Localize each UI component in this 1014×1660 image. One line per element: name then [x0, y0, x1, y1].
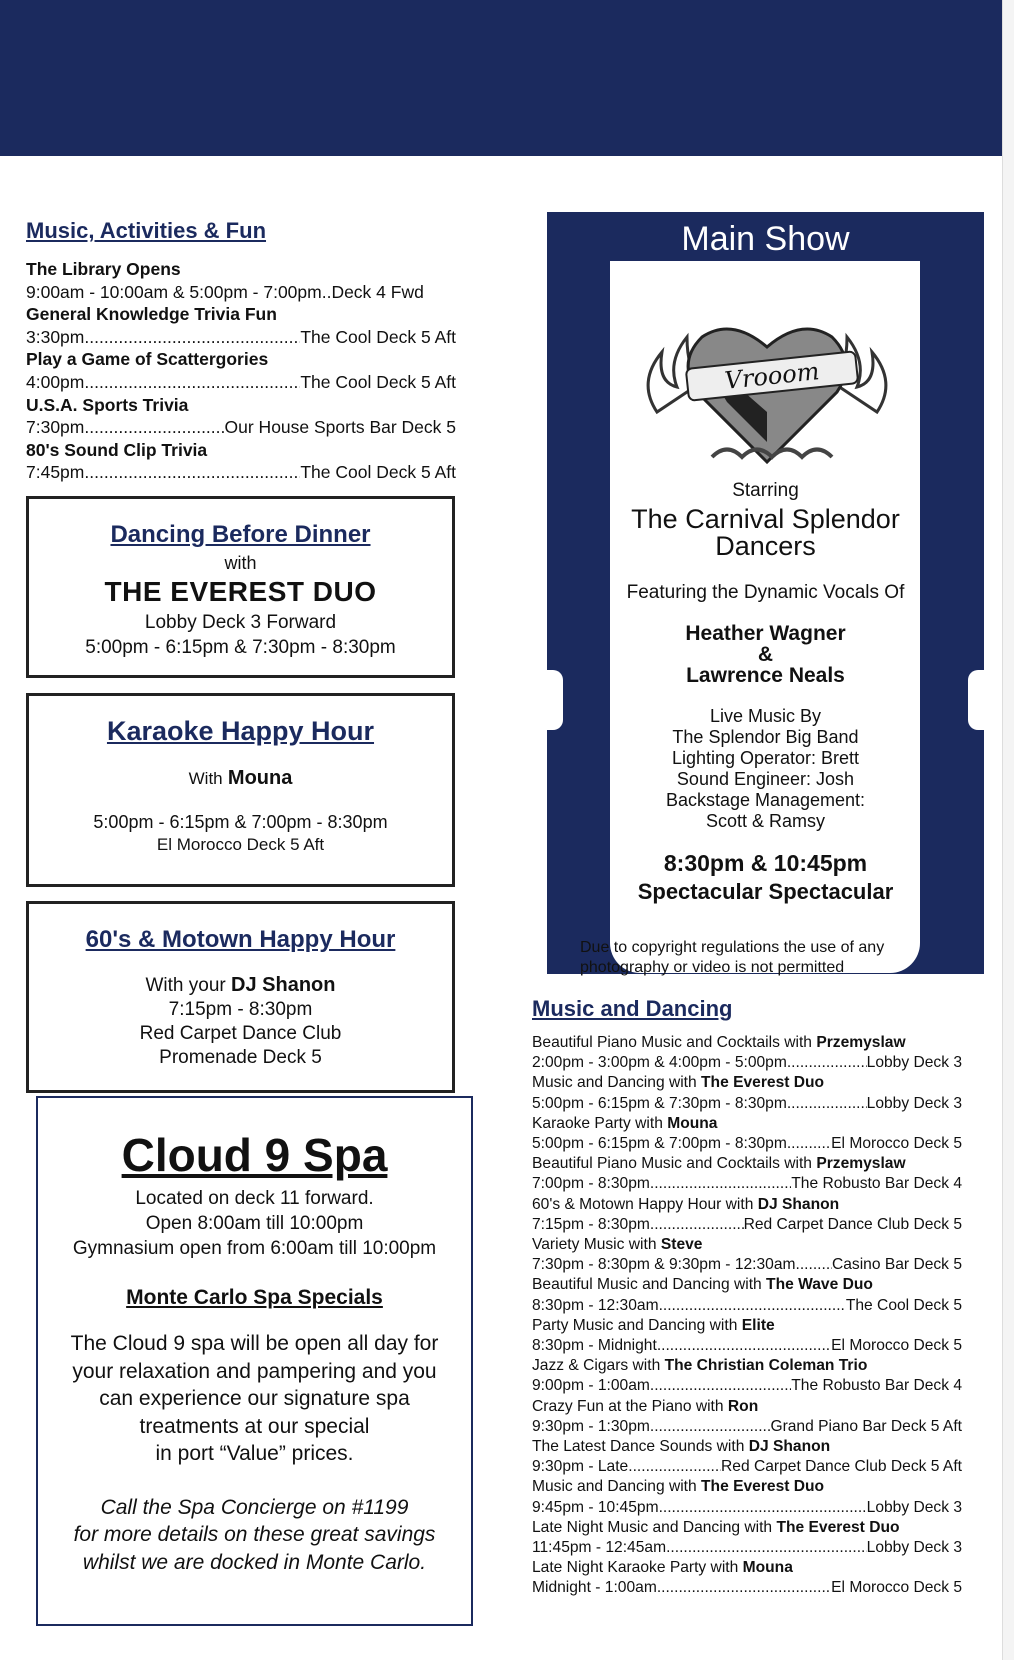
featuring-label: Featuring the Dynamic Vocals Of — [626, 582, 905, 603]
music-entry-location: Lobby Deck 3 — [866, 1498, 962, 1516]
music-entry-location: The Robusto Bar Deck 4 — [791, 1175, 962, 1193]
activity-time-row — [26, 281, 456, 304]
spa-specials-line: your relaxation and pampering and you — [72, 1359, 437, 1383]
credit-line: Lighting Operator: Brett — [671, 748, 860, 768]
copyright-note: Due to copyright regulations the use of any photography or video is not permitted — [580, 939, 885, 976]
spa-line: Located on deck 11 forward. — [135, 1188, 374, 1209]
music-entry-location: Lobby Deck 3 — [866, 1094, 962, 1112]
music-entry-desc — [532, 1073, 962, 1093]
activity-name: U.S.A. Sports Trivia — [26, 394, 189, 415]
music-entry-time-row — [532, 1578, 962, 1598]
spa-line: Open 8:00am till 10:00pm — [145, 1213, 364, 1234]
music-entry-desc-text: 60's & Motown Happy Hour with — [532, 1195, 754, 1213]
music-entry-performer: The Christian Coleman Trio — [664, 1357, 868, 1375]
music-entry-desc — [532, 1518, 962, 1538]
music-entry-desc — [532, 1033, 962, 1053]
leader-dots — [84, 461, 300, 484]
music-entry-time-row — [532, 1174, 962, 1194]
music-entry-performer: Przemyslaw — [816, 1155, 906, 1173]
music-entry-time-row — [532, 1538, 962, 1558]
dancing-before-dinner-box — [26, 496, 455, 678]
singer-amp: & — [757, 643, 774, 666]
vrooom-heart-logo — [617, 292, 917, 482]
box-title: Karaoke Happy Hour — [106, 716, 375, 746]
activity-location: The Cool Deck 5 Aft — [300, 462, 456, 483]
music-entry-location: The Robusto Bar Deck 4 — [791, 1377, 962, 1395]
music-entry-performer: Mouna — [742, 1559, 793, 1577]
music-entry-location: The Cool Deck 5 — [845, 1296, 962, 1314]
leader-dots — [650, 1174, 791, 1194]
music-entry-desc-text: Crazy Fun at the Piano with — [532, 1397, 724, 1415]
show-times: 8:30pm & 10:45pm — [663, 850, 868, 876]
activities-list — [26, 258, 456, 484]
spa-specials-line: can experience our signature spa — [99, 1387, 410, 1410]
activity-time-row — [26, 461, 456, 484]
box-venue: Red Carpet Dance Club — [139, 1023, 342, 1044]
leader-dots — [804, 1255, 832, 1275]
activities-title: Music, Activities & Fun — [26, 218, 267, 243]
activity-location: The Cool Deck 5 Aft — [300, 371, 456, 392]
music-entry-desc-text: Beautiful Music and Dancing with — [532, 1276, 762, 1294]
music-entry-location: Lobby Deck 3 — [866, 1539, 962, 1557]
activity-name: Play a Game of Scattergories — [26, 349, 269, 370]
activity-time: 9:00am - 10:00am & 5:00pm - 7:00pm..Deck 4 Fwd — [26, 281, 424, 302]
activity-location: Our House Sports Bar Deck 5 — [224, 417, 456, 438]
music-entry-desc-text: Beautiful Piano Music and Cocktails with — [532, 1155, 812, 1173]
music-entry-location: El Morocco Deck 5 — [831, 1337, 962, 1355]
activity-name: The Library Opens — [26, 259, 181, 279]
music-entry-desc-text: Party Music and Dancing with — [532, 1316, 738, 1334]
music-entry-performer: Mouna — [667, 1114, 718, 1132]
logo-banner-text: Vrooom — [723, 357, 821, 395]
music-entry-time: 9:30pm - Late — [532, 1458, 629, 1476]
activity-time: 7:30pm — [26, 417, 85, 438]
box-with-line — [29, 767, 452, 790]
music-entry-location: El Morocco Deck 5 — [831, 1135, 962, 1153]
music-entry-time: 7:15pm - 8:30pm — [532, 1215, 650, 1233]
music-entry-desc — [532, 1316, 962, 1336]
spa-specials-line: The Cloud 9 spa will be open all day for — [70, 1332, 439, 1355]
music-entry-time-row — [532, 1215, 962, 1235]
music-entry-desc-text: Music and Dancing with — [532, 1478, 697, 1496]
activity-time: 4:00pm — [26, 371, 85, 392]
spa-specials-title: Monte Carlo Spa Specials — [126, 1286, 383, 1309]
leader-dots — [657, 1336, 831, 1356]
music-entry-desc — [532, 1195, 962, 1215]
music-entry-desc — [532, 1154, 962, 1174]
leader-dots — [628, 1457, 721, 1477]
box-host: DJ Shanon — [231, 974, 336, 996]
leader-dots — [650, 1215, 744, 1235]
music-entry-time: 8:30pm - Midnight — [532, 1337, 657, 1355]
leader-dots — [84, 326, 300, 349]
music-entry-desc — [532, 1437, 962, 1457]
music-entry-performer: The Everest Duo — [776, 1518, 900, 1536]
leader-dots — [787, 1053, 867, 1073]
music-entry-time-row — [532, 1498, 962, 1518]
music-entry-time-row — [532, 1376, 962, 1396]
music-entry-time: 5:00pm - 6:15pm & 7:00pm - 8:30pm — [532, 1135, 787, 1153]
credit-line: Backstage Management: — [665, 790, 866, 810]
music-entry-time: 9:30pm - 1:30pm — [532, 1417, 650, 1435]
leader-dots — [650, 1417, 771, 1437]
cloud9-spa-box — [36, 1096, 473, 1626]
leader-dots — [84, 371, 300, 394]
box-with: With your — [145, 975, 226, 996]
spa-line: Gymnasium open from 6:00am till 10:00pm — [72, 1238, 437, 1259]
singer-name: Heather Wagner — [685, 622, 846, 645]
music-entry-desc — [532, 1477, 962, 1497]
box-host: Mouna — [227, 767, 293, 789]
music-entry-time: 9:45pm - 10:45pm — [532, 1498, 659, 1516]
music-entry-desc — [532, 1397, 962, 1417]
music-entry-desc-text: Beautiful Piano Music and Cocktails with — [532, 1034, 812, 1051]
box-location: Lobby Deck 3 Forward — [144, 612, 337, 633]
music-entry-time: 9:00pm - 1:00am — [532, 1377, 650, 1395]
singer-name: Lawrence Neals — [686, 664, 845, 687]
show-name-line: The Carnival Splendor — [631, 504, 900, 534]
activity-time-row — [26, 326, 456, 349]
leader-dots — [84, 416, 224, 439]
box-title: Dancing Before Dinner — [110, 521, 371, 548]
leader-dots — [787, 1134, 831, 1154]
music-entry-time: 11:45pm - 12:45am — [532, 1539, 667, 1557]
activity-time: 3:30pm — [26, 326, 85, 347]
leader-dots — [666, 1538, 867, 1558]
karaoke-happy-hour-box — [26, 693, 455, 887]
music-entry-desc-text: Music and Dancing with — [532, 1074, 697, 1092]
activity-name: General Knowledge Trivia Fun — [26, 304, 277, 325]
music-entry-desc-text: Jazz & Cigars with — [532, 1357, 661, 1375]
music-entry-desc-text: Karaoke Party with — [532, 1114, 663, 1132]
music-dancing-list — [532, 1033, 962, 1599]
leader-dots — [650, 1376, 791, 1396]
music-entry-desc-text: Variety Music with — [532, 1236, 657, 1254]
music-entry-performer: The Everest Duo — [701, 1478, 825, 1496]
music-entry-time-row — [532, 1255, 962, 1275]
box-times: 7:15pm - 8:30pm — [168, 999, 313, 1020]
music-entry-desc — [532, 1235, 962, 1255]
music-entry-time: 2:00pm - 3:00pm & 4:00pm - 5:00pm — [532, 1054, 787, 1072]
music-entry-time: 7:30pm - 8:30pm & 9:30pm - 12:30am.. — [532, 1256, 805, 1274]
music-entry-time-row — [532, 1094, 962, 1114]
motown-happy-hour-box — [26, 901, 455, 1093]
box-act: THE EVEREST DUO — [104, 576, 377, 607]
music-entry-location: El Morocco Deck 5 — [831, 1579, 962, 1597]
box-times: 5:00pm - 6:15pm & 7:30pm - 8:30pm — [85, 637, 396, 658]
music-entry-location: Red Carpet Dance Club Deck 5 Aft — [721, 1458, 962, 1476]
music-entry-desc-text: The Latest Dance Sounds with — [532, 1438, 745, 1456]
music-entry-performer: DJ Shanon — [757, 1195, 840, 1213]
music-entry-desc-text: Late Night Music and Dancing with — [532, 1518, 773, 1536]
box-location: Promenade Deck 5 — [159, 1047, 322, 1068]
credit-line: Sound Engineer: Josh — [676, 769, 855, 789]
leader-dots — [657, 1578, 831, 1598]
starring-label: Starring — [732, 480, 799, 501]
activity-time: 7:45pm — [26, 462, 85, 483]
music-entry-time-row — [532, 1296, 962, 1316]
credit-line: Live Music By — [709, 706, 822, 726]
spa-specials-line: treatments at our special — [139, 1414, 370, 1438]
box-with: With — [188, 769, 223, 788]
header-banner — [0, 0, 1002, 156]
music-entry-performer: Elite — [741, 1316, 775, 1334]
show-name-line: Dancers — [715, 531, 816, 561]
music-entry-location: Red Carpet Dance Club Deck 5 — [743, 1215, 962, 1233]
music-entry-location: Grand Piano Bar Deck 5 Aft — [770, 1417, 962, 1435]
page-edge — [1002, 0, 1014, 1660]
activity-time-row — [26, 416, 456, 439]
spa-specials-text — [38, 1330, 471, 1468]
show-tagline: Spectacular Spectacular — [637, 879, 894, 904]
music-entry-location: Casino Bar Deck 5 — [831, 1256, 962, 1274]
leader-dots — [659, 1296, 846, 1316]
credit-line: Scott & Ramsy — [705, 811, 826, 831]
spa-call-line: for more details on these great savings — [73, 1523, 436, 1546]
credit-line: The Splendor Big Band — [672, 727, 859, 747]
spa-call-line: whilst we are docked in Monte Carlo. — [82, 1550, 427, 1574]
leader-dots — [659, 1498, 867, 1518]
box-with: with — [224, 553, 257, 573]
music-entry-desc — [532, 1114, 962, 1134]
spa-call-line: Call the Spa Concierge on #1199 — [100, 1495, 409, 1519]
leader-dots — [787, 1094, 867, 1114]
music-entry-performer: DJ Shanon — [748, 1438, 831, 1456]
music-entry-performer: Ron — [727, 1397, 759, 1415]
music-entry-desc — [532, 1356, 962, 1376]
music-entry-time-row — [532, 1417, 962, 1437]
music-entry-desc-text: Late Night Karaoke Party with — [532, 1559, 739, 1577]
activity-name: 80's Sound Clip Trivia — [26, 439, 208, 460]
spa-title: Cloud 9 Spa — [121, 1129, 388, 1181]
music-entry-location: Lobby Deck 3 — [866, 1054, 962, 1072]
box-with-line — [29, 974, 452, 997]
music-dancing-title: Music and Dancing — [532, 996, 733, 1021]
music-entry-desc — [532, 1275, 962, 1295]
music-entry-time: 8:30pm - 12:30am — [532, 1296, 659, 1314]
music-entry-time-row — [532, 1457, 962, 1477]
music-entry-performer: The Wave Duo — [766, 1276, 873, 1294]
activity-location: The Cool Deck 5 Aft — [300, 326, 456, 347]
music-entry-time: 7:00pm - 8:30pm — [532, 1175, 650, 1193]
music-entry-performer: Przemyslaw — [816, 1034, 906, 1051]
music-entry-performer: The Everest Duo — [701, 1074, 825, 1092]
box-location: El Morocco Deck 5 Aft — [156, 835, 325, 854]
spa-specials-line: in port “Value” prices. — [155, 1442, 354, 1465]
box-times: 5:00pm - 6:15pm & 7:00pm - 8:30pm — [93, 812, 388, 832]
music-entry-time-row — [532, 1336, 962, 1356]
box-title: 60's & Motown Happy Hour — [85, 926, 396, 953]
music-entry-time: Midnight - 1:00am — [532, 1579, 657, 1597]
main-show-details — [547, 480, 984, 905]
music-entry-performer: Steve — [660, 1236, 703, 1254]
spa-call-text — [38, 1494, 471, 1577]
credits — [547, 706, 984, 832]
music-entry-time-row — [532, 1053, 962, 1073]
music-entry-desc — [532, 1558, 962, 1578]
activity-time-row — [26, 371, 456, 394]
main-show-title: Main Show — [681, 220, 850, 258]
music-entry-time-row — [532, 1134, 962, 1154]
music-entry-time: 5:00pm - 6:15pm & 7:30pm - 8:30pm — [532, 1094, 787, 1112]
